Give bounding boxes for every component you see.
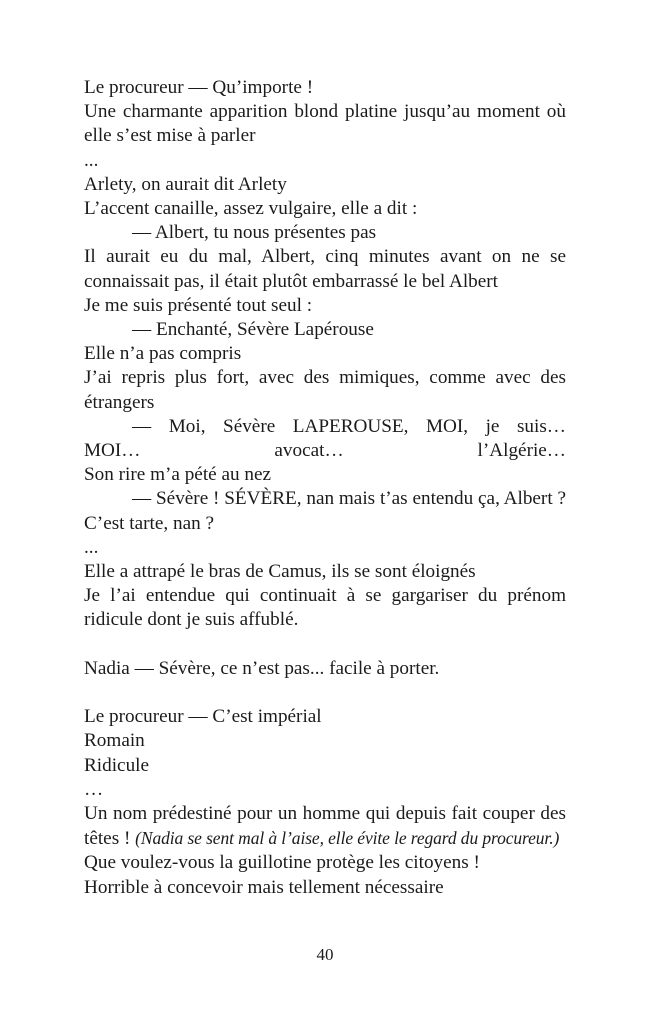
text-paragraph: Une charmante apparition blond platine jusqu’au moment où elle s’est mise à parler [84, 101, 566, 147]
text-line: L’accent canaille, assez vulgaire, elle a dit : [84, 198, 418, 220]
ellipsis-line: ... [84, 149, 99, 171]
text-line: Son rire m’a pété au nez [84, 464, 271, 486]
text-paragraph: Il aurait eu du mal, Albert, cinq minutes avant on ne se connaissait pas, il était plutôt embarrassé le bel Albert [84, 246, 566, 292]
text-line: Romain [84, 730, 145, 752]
text-span: Un nom prédestiné pour un homme qui depuis fait couper des têtes ! [84, 803, 566, 850]
dialogue-line: — Enchanté, Sévère Lapérouse [132, 319, 374, 341]
text-line: Le procureur — Qu’importe ! [84, 77, 314, 98]
paragraph-gap [84, 633, 566, 657]
text-paragraph: J’ai repris plus fort, avec des mimiques, comme avec des étrangers [84, 367, 566, 413]
text-paragraph: Je l’ai entendue qui continuait à se gargariser du prénom ridicule dont je suis affublé. [84, 585, 566, 631]
stage-direction: (Nadia se sent mal à l’aise, elle évite le regard du procureur.) [135, 828, 560, 849]
text-line: Elle a attrapé le bras de Camus, ils se sont éloignés [84, 561, 476, 583]
text-line: Ridicule [84, 754, 150, 776]
text-line: Elle n’a pas compris [84, 343, 242, 365]
page-number: 40 [316, 945, 334, 964]
ellipsis-line: … [84, 778, 104, 800]
text-line: Que voulez-vous la guillotine protège les citoyens ! [84, 852, 480, 874]
text-line: Nadia — Sévère, ce n’est pas... facile à porter. [84, 657, 440, 679]
text-line: Horrible à concevoir mais tellement nécessaire [84, 876, 444, 898]
text-line: Je me suis présenté tout seul : [84, 294, 313, 316]
page-body [84, 76, 566, 900]
paragraph-gap [84, 681, 566, 705]
text-paragraph [84, 802, 566, 851]
text-line: Arlety, on aurait dit Arlety [84, 173, 287, 195]
dialogue-line: — Moi, Sévère LAPEROUSE, MOI, je suis… [132, 415, 566, 437]
ellipsis-line: ... [84, 536, 99, 558]
dialogue-paragraph: — Sévère ! SÉVÈRE, nan mais t’as entendu ça, Albert ? C’est tarte, nan ? [84, 488, 566, 534]
text-line: Le procureur — C’est impérial [84, 706, 322, 728]
dialogue-line: — Albert, tu nous présentes pas [132, 222, 377, 244]
dialogue-line: MOI… avocat… l’Algérie… [84, 440, 566, 462]
